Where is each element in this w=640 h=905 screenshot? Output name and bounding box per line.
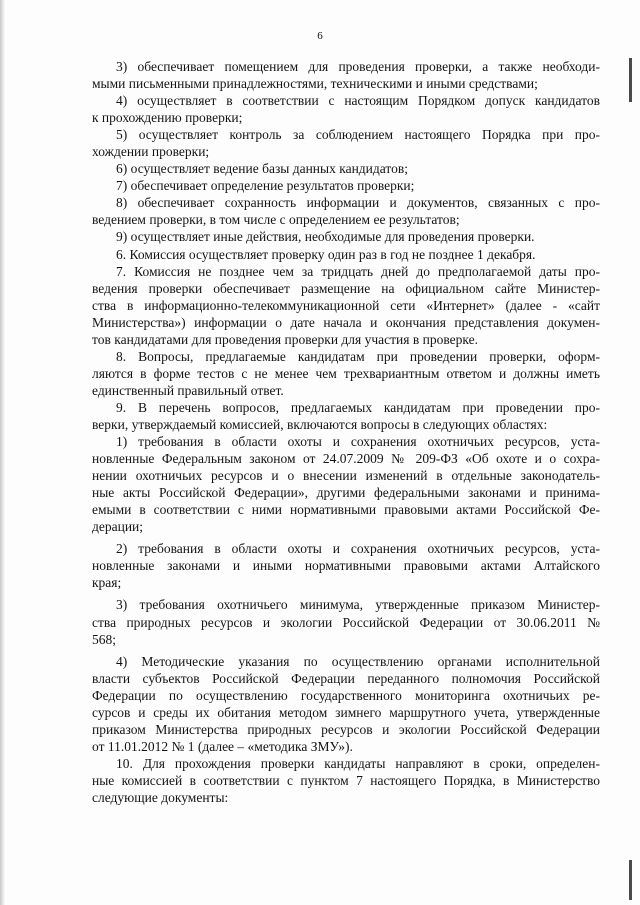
text-line: 6. Комиссия осуществляет проверку один раз в год не позднее 1 декабря. (116, 246, 536, 262)
text-line: новленные Федеральным законом от 24.07.2009 № 209-ФЗ «Об охоте и о сохра- (92, 451, 600, 467)
text-line: 7) обеспечивает определение результатов проверки; (116, 178, 415, 194)
paragraph (92, 399, 600, 433)
text-line: 4) осуществляет в соответствии с настоящим Порядком допуск кандидатов (116, 93, 600, 109)
text-line: власти субъектов Российской Федерации переданного полномочия Российской (92, 670, 600, 686)
text-line: приказом Министерства природных ресурсов и экологии Российской Федерации (92, 721, 600, 737)
scan-right-edge-mark (629, 58, 632, 102)
text-line: 10. Для прохождения проверки кандидаты направляют в сроки, определен- (116, 755, 600, 771)
text-line: Федерации по осуществлению государственного мониторинга охотничьих ре- (92, 687, 600, 703)
text-line: ства природных ресурсов и экологии Российской Федерации от 30.06.2011 № (92, 614, 600, 630)
text-line: 9. В перечень вопросов, предлагаемых кандидатам при проведении про- (116, 399, 600, 415)
paragraph (92, 263, 600, 348)
text-line: сурсов и среды их обитания методом зимнего маршрутного учета, утвержденные (92, 704, 600, 720)
paragraph (92, 92, 600, 126)
text-line: новленные законами и иными нормативными правовыми актами Алтайского (92, 558, 600, 574)
text-line: единственный правильный ответ. (92, 382, 284, 398)
text-line: 3) требования охотничьего минимума, утвержденные приказом Министер- (116, 597, 600, 613)
paragraph (92, 653, 600, 755)
paragraph (92, 246, 600, 263)
text-line: 7. Комиссия не позднее чем за тридцать дней до предполагаемой даты про- (116, 263, 600, 279)
paragraph (92, 58, 600, 92)
paragraph (92, 194, 600, 228)
text-line: 8. Вопросы, предлагаемые кандидатам при проведении проверки, оформ- (116, 348, 600, 364)
text-line: ведением проверки, в том числе с определением ее результатов; (92, 212, 460, 228)
text-line: ства в информационно-телекоммуникационной сети «Интернет» (далее - «сайт (92, 297, 600, 313)
text-line: ные комиссией в соответствии с пунктом 7 настоящего Порядка, в Министерство (92, 772, 600, 788)
text-line: ляются в форме тестов с не менее чем трехвариантным ответом и должны иметь (92, 365, 600, 381)
scan-left-edge-shadow (0, 0, 5, 905)
paragraph (92, 540, 600, 591)
text-line: мыми письменными принадлежностями, техническими и иными средствами; (92, 76, 538, 92)
text-line: 8) обеспечивает сохранность информации и документов, связанных с про- (116, 195, 600, 211)
text-line: 5) осуществляет контроль за соблюдением настоящего Порядка при про- (116, 127, 600, 143)
text-line: к прохождению проверки; (92, 110, 243, 126)
text-line: дерации; (92, 519, 144, 535)
text-line: емыми в соответствии с ними нормативными правовыми актами Российской Фе- (92, 502, 600, 518)
paragraph (92, 596, 600, 647)
paragraph (92, 126, 600, 160)
text-line: 2) требования в области охоты и сохранения охотничьих ресурсов, уста- (116, 541, 600, 557)
paragraph (92, 348, 600, 399)
document-body-text (92, 58, 600, 806)
text-line: 3) обеспечивает помещением для проведения проверки, а также необходи- (116, 59, 600, 74)
paragraph (92, 755, 600, 806)
paragraph (92, 433, 600, 535)
text-line: верки, утверждаемый комиссией, включаются вопросы в следующих областях: (92, 416, 548, 432)
page-number: 6 (317, 30, 323, 42)
text-line: ные акты Российской Федерации», другими федеральными законами и принима- (92, 485, 600, 501)
text-line: ведения проверки обеспечивает размещение на официальном сайте Министер- (92, 280, 600, 296)
text-line: 1) требования в области охоты и сохранения охотничьих ресурсов, уста- (116, 434, 600, 450)
text-line: Министерства») информации о дате начала и окончания представления докумен- (92, 314, 600, 330)
paragraph (92, 177, 600, 194)
text-line: следующие документы: (92, 789, 229, 805)
text-line: нении охотничьих ресурсов и о внесении изменений в отдельные законодатель- (92, 468, 600, 484)
text-line: 9) осуществляет иные действия, необходимые для проведения проверки. (116, 229, 535, 245)
text-line: 6) осуществляет ведение базы данных кандидатов; (116, 161, 408, 177)
text-line: 568; (92, 631, 117, 647)
paragraph (92, 160, 600, 177)
paragraph (92, 228, 600, 245)
scan-right-edge-mark (629, 860, 632, 900)
text-line: хождении проверки; (92, 144, 210, 160)
text-line: 4) Методические указания по осуществлению органами исполнительной (116, 653, 600, 669)
text-line: от 11.01.2012 № 1 (далее – «методика ЗМУ»). (92, 738, 353, 754)
text-line: тов кандидатами для проведения проверки для участия в проверке. (92, 331, 478, 347)
text-line: края; (92, 575, 122, 591)
